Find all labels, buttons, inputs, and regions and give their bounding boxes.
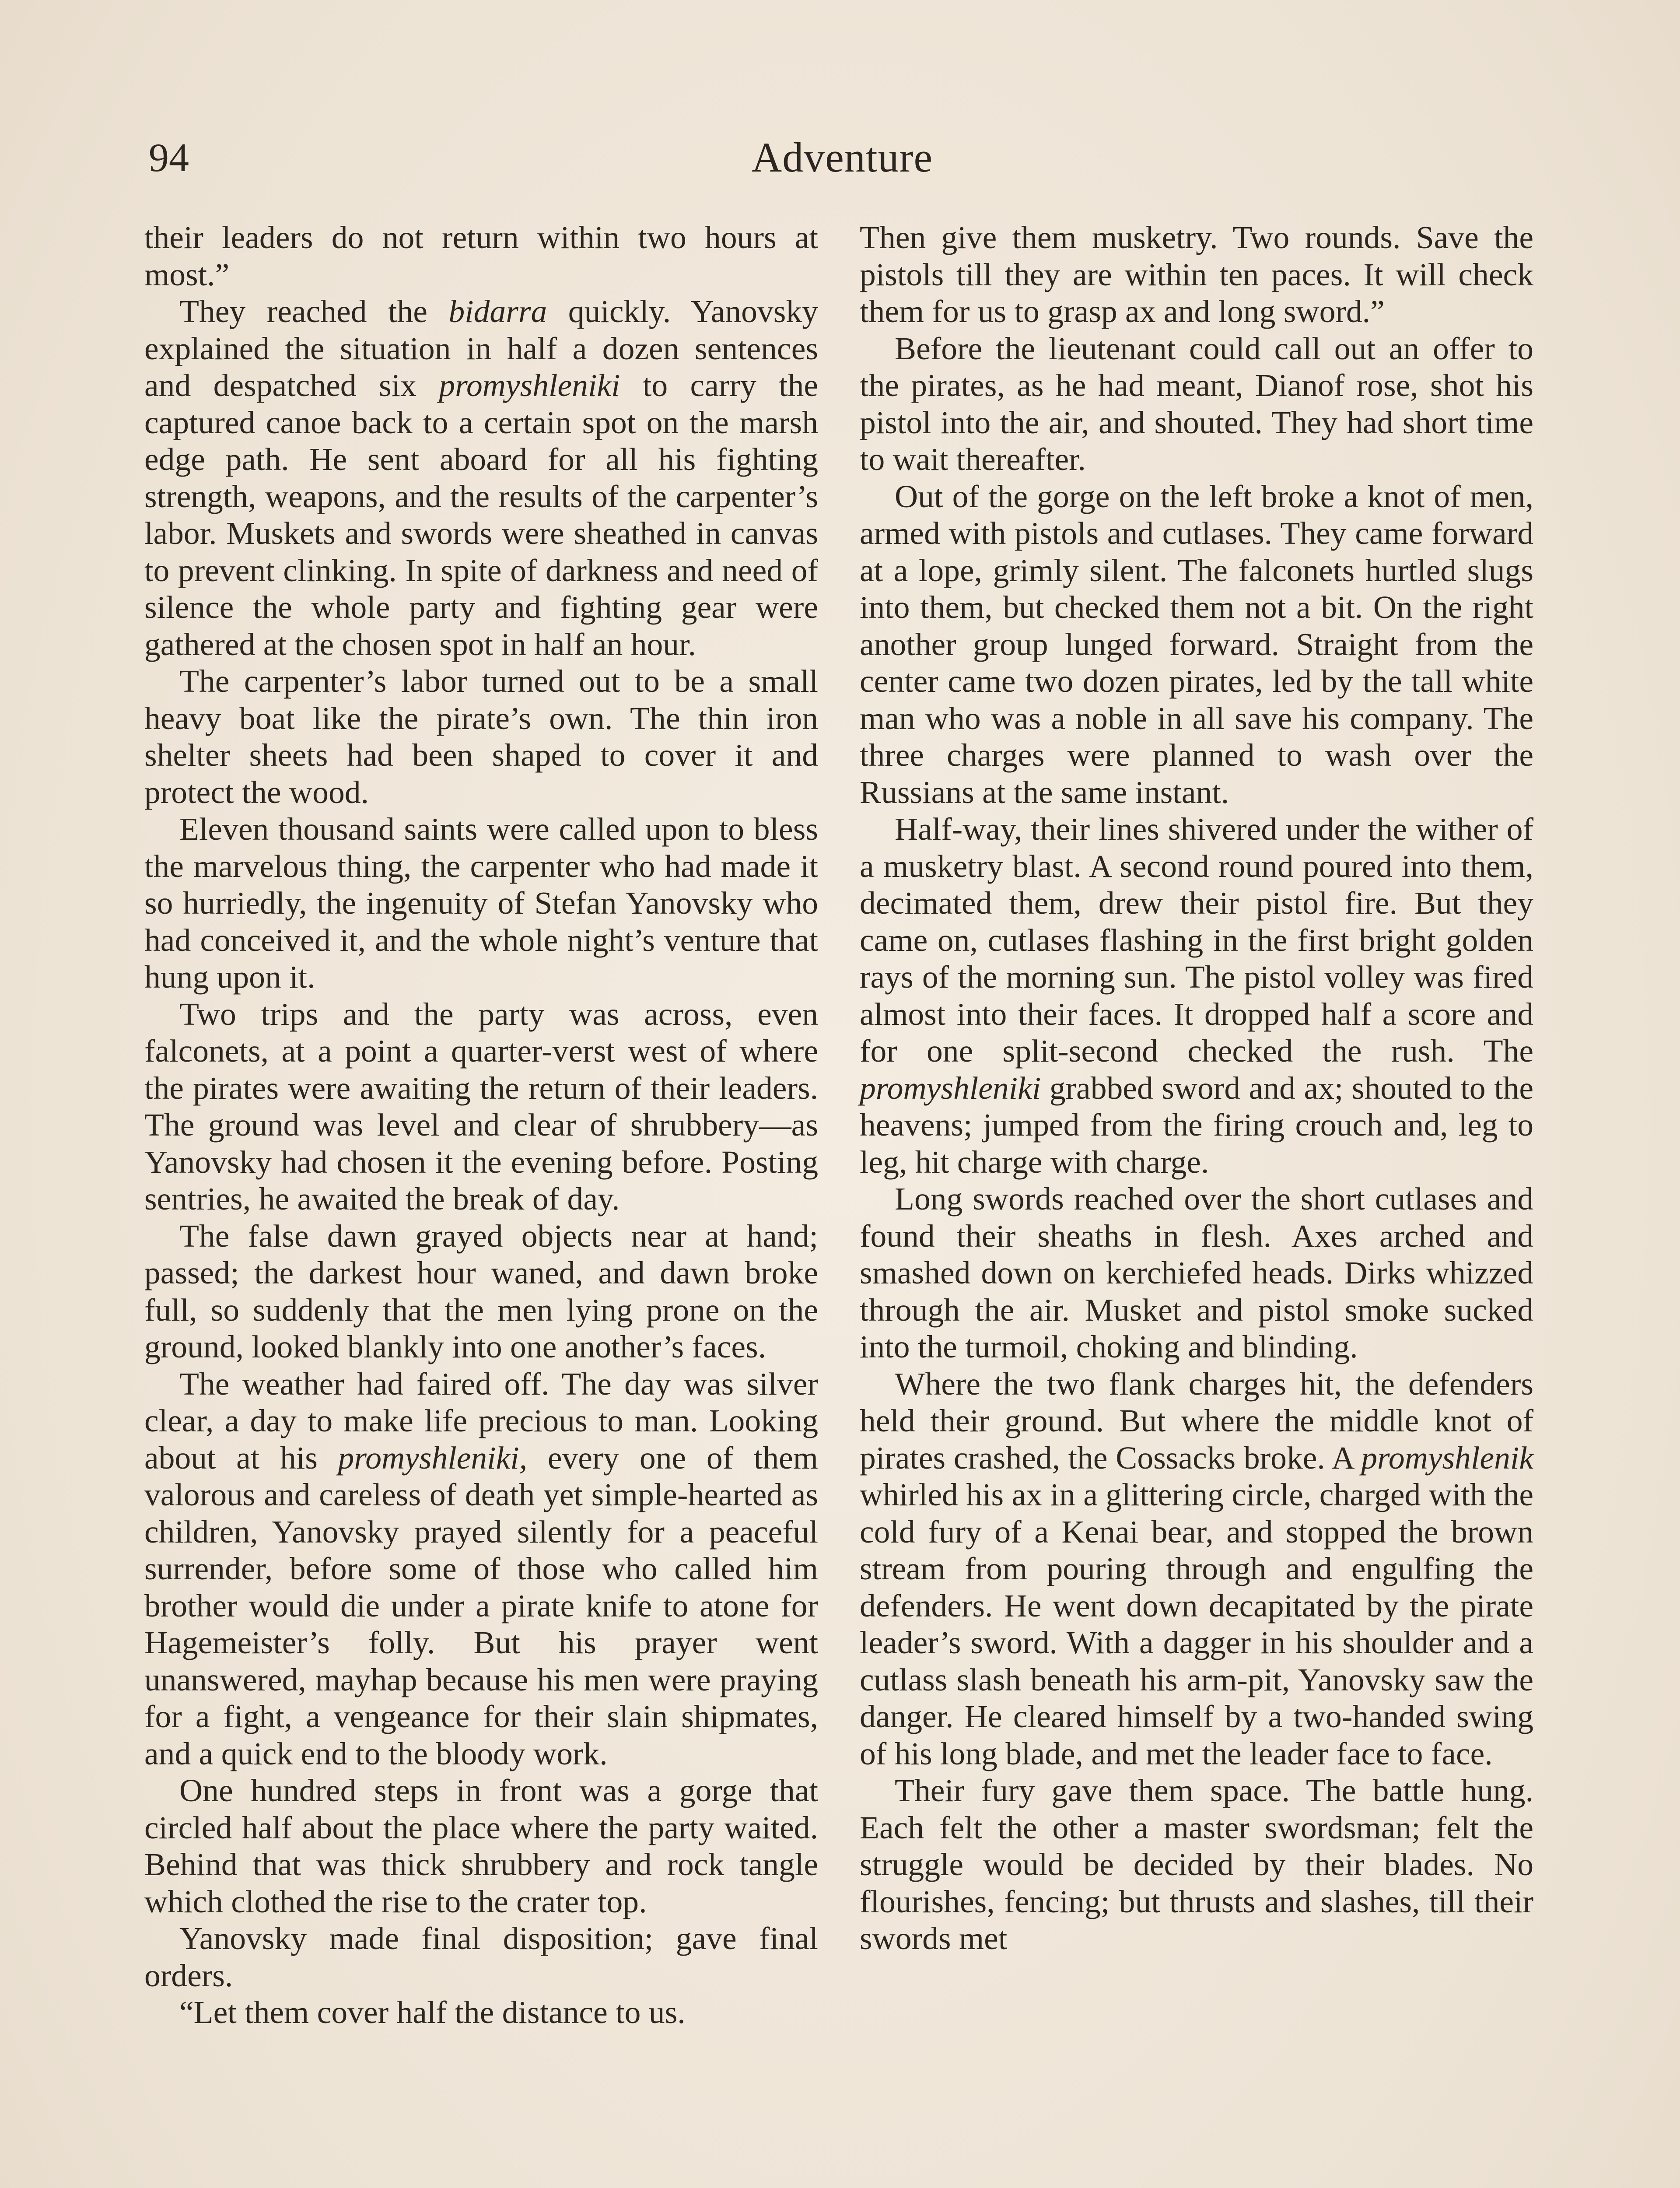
paragraph: Yanovsky made final disposition; gave final orders. [144, 1920, 818, 1993]
paragraph: Then give them musketry. Two rounds. Save the pistols till they are within ten paces. It will check them for us to grasp ax and long sword.” [860, 219, 1533, 329]
paragraph: Before the lieutenant could call out an offer to the pirates, as he had meant, Dianof rose, shot his pistol into the air, and shouted. They had short time to wait thereafter. [860, 330, 1533, 477]
paragraph: Half-way, their lines shivered under the wither of a musketry blast. A second round poured into them, decimated them, drew their pistol fire. But they came on, cutlases flashing in the first bright golden rays of the morning sun. The pistol volley was fired almost into their faces. It dropped half a score and for one split-second checked the rush. The promyshleniki grabbed sword and ax; shouted to the heavens; jumped from the firing crouch and, leg to leg, hit charge with charge. [860, 811, 1533, 1180]
italic-term: promyshleniki [439, 367, 620, 403]
paragraph: Long swords reached over the short cutlases and found their sheaths in flesh. Axes arched and smashed down on kerchiefed heads. Dirks whizzed through the air. Musket and pistol smoke sucked into the turmoil, choking and blinding. [860, 1181, 1533, 1364]
running-header [140, 127, 1544, 188]
paragraph: Out of the gorge on the left broke a knot of men, armed with pistols and cutlases. They came forward at a lope, grimly silent. The falconets hurtled slugs into them, but checked them not a bit. On the right another group lunged forward. Straight from the center came two dozen pirates, led by the tall white man who was a noble in all save his company. The three charges were planned to wash over the Russians at the same instant. [860, 478, 1533, 810]
paragraph: “Let them cover half the distance to us. [179, 1994, 686, 2030]
italic-term: promyshleniki [860, 1069, 1041, 1106]
italic-term: promyshleniki, [338, 1439, 528, 1476]
paragraph: Their fury gave them space. The battle hung. Each felt the other a master swordsman; felt the struggle would be decided by their blades. No flourishes, fencing; but thrusts and slashes, till their swords met [860, 1772, 1533, 1956]
paragraph: Eleven thousand saints were called upon to bless the marvelous thing, the carpenter who had made it so hurriedly, the ingenuity of Stefan Yanovsky who had conceived it, and the whole night’s venture that hung upon it. [144, 811, 818, 995]
paragraph: The weather had faired off. The day was silver clear, a day to make life precious to man. Looking about at his promyshleniki, every one of them valorous and careless of death yet simple-hearted as children, Yanovsky prayed silently for a peaceful surrender, before some of those who called him brother would die under a pirate knife to atone for Hagemeister’s folly. But his prayer went unanswered, mayhap because his men were praying for a fight, a vengeance for their slain shipmates, and a quick end to the bloody work. [144, 1365, 818, 1771]
paragraph: Two trips and the party was across, even falconets, at a point a quarter-verst west of where the pirates were awaiting the return of their leaders. The ground was level and clear of shrubbery—as Yanovsky had chosen it the evening before. Posting sentries, he awaited the break of day. [144, 996, 818, 1217]
paragraph: The carpenter’s labor turned out to be a small heavy boat like the pirate’s own. The thin iron shelter sheets had been shaped to cover it and protect the wood. [144, 663, 818, 810]
italic-term: promyshlenik [1361, 1439, 1533, 1476]
right-column [860, 219, 1533, 1957]
left-column [144, 219, 818, 2031]
paragraph: They reached the bidarra quickly. Yanovsky explained the situation in half a dozen sentences and despatched six promyshleniki to carry the captured canoe back to a certain spot on the marsh edge path. He sent aboard for all his fighting strength, weapons, and the results of the carpenter’s labor. Muskets and swords were sheathed in canvas to prevent clinking. In spite of darkness and need of silence the whole party and fighting gear were gathered at the chosen spot in half an hour. [144, 293, 818, 662]
italic-term: bidarra [448, 293, 547, 329]
paragraph: The false dawn grayed objects near at hand; passed; the darkest hour waned, and dawn broke full, so suddenly that the men lying prone on the ground, looked blankly into one another’s faces. [144, 1217, 818, 1364]
magazine-title: Adventure [751, 134, 933, 181]
paragraph: their leaders do not return within two hours at most.” [144, 219, 818, 292]
paragraph: Where the two flank charges hit, the defenders held their ground. But where the middle knot of pirates crashed, the Cossacks broke. A promyshlenik whirled his ax in a glittering circle, charged with the cold fury of a Kenai bear, and stopped the brown stream from pouring through and engulfing the defenders. He went down decapitated by the pirate leader’s sword. With a dagger in his shoulder and a cutlass slash beneath his arm-pit, Yanovsky saw the danger. He cleared himself by a two-handed swing of his long blade, and met the leader face to face. [860, 1365, 1533, 1771]
paragraph: One hundred steps in front was a gorge that circled half about the place where the party waited. Behind that was thick shrubbery and rock tangle which clothed the rise to the crater top. [144, 1772, 818, 1919]
page-number: 94 [149, 135, 189, 180]
